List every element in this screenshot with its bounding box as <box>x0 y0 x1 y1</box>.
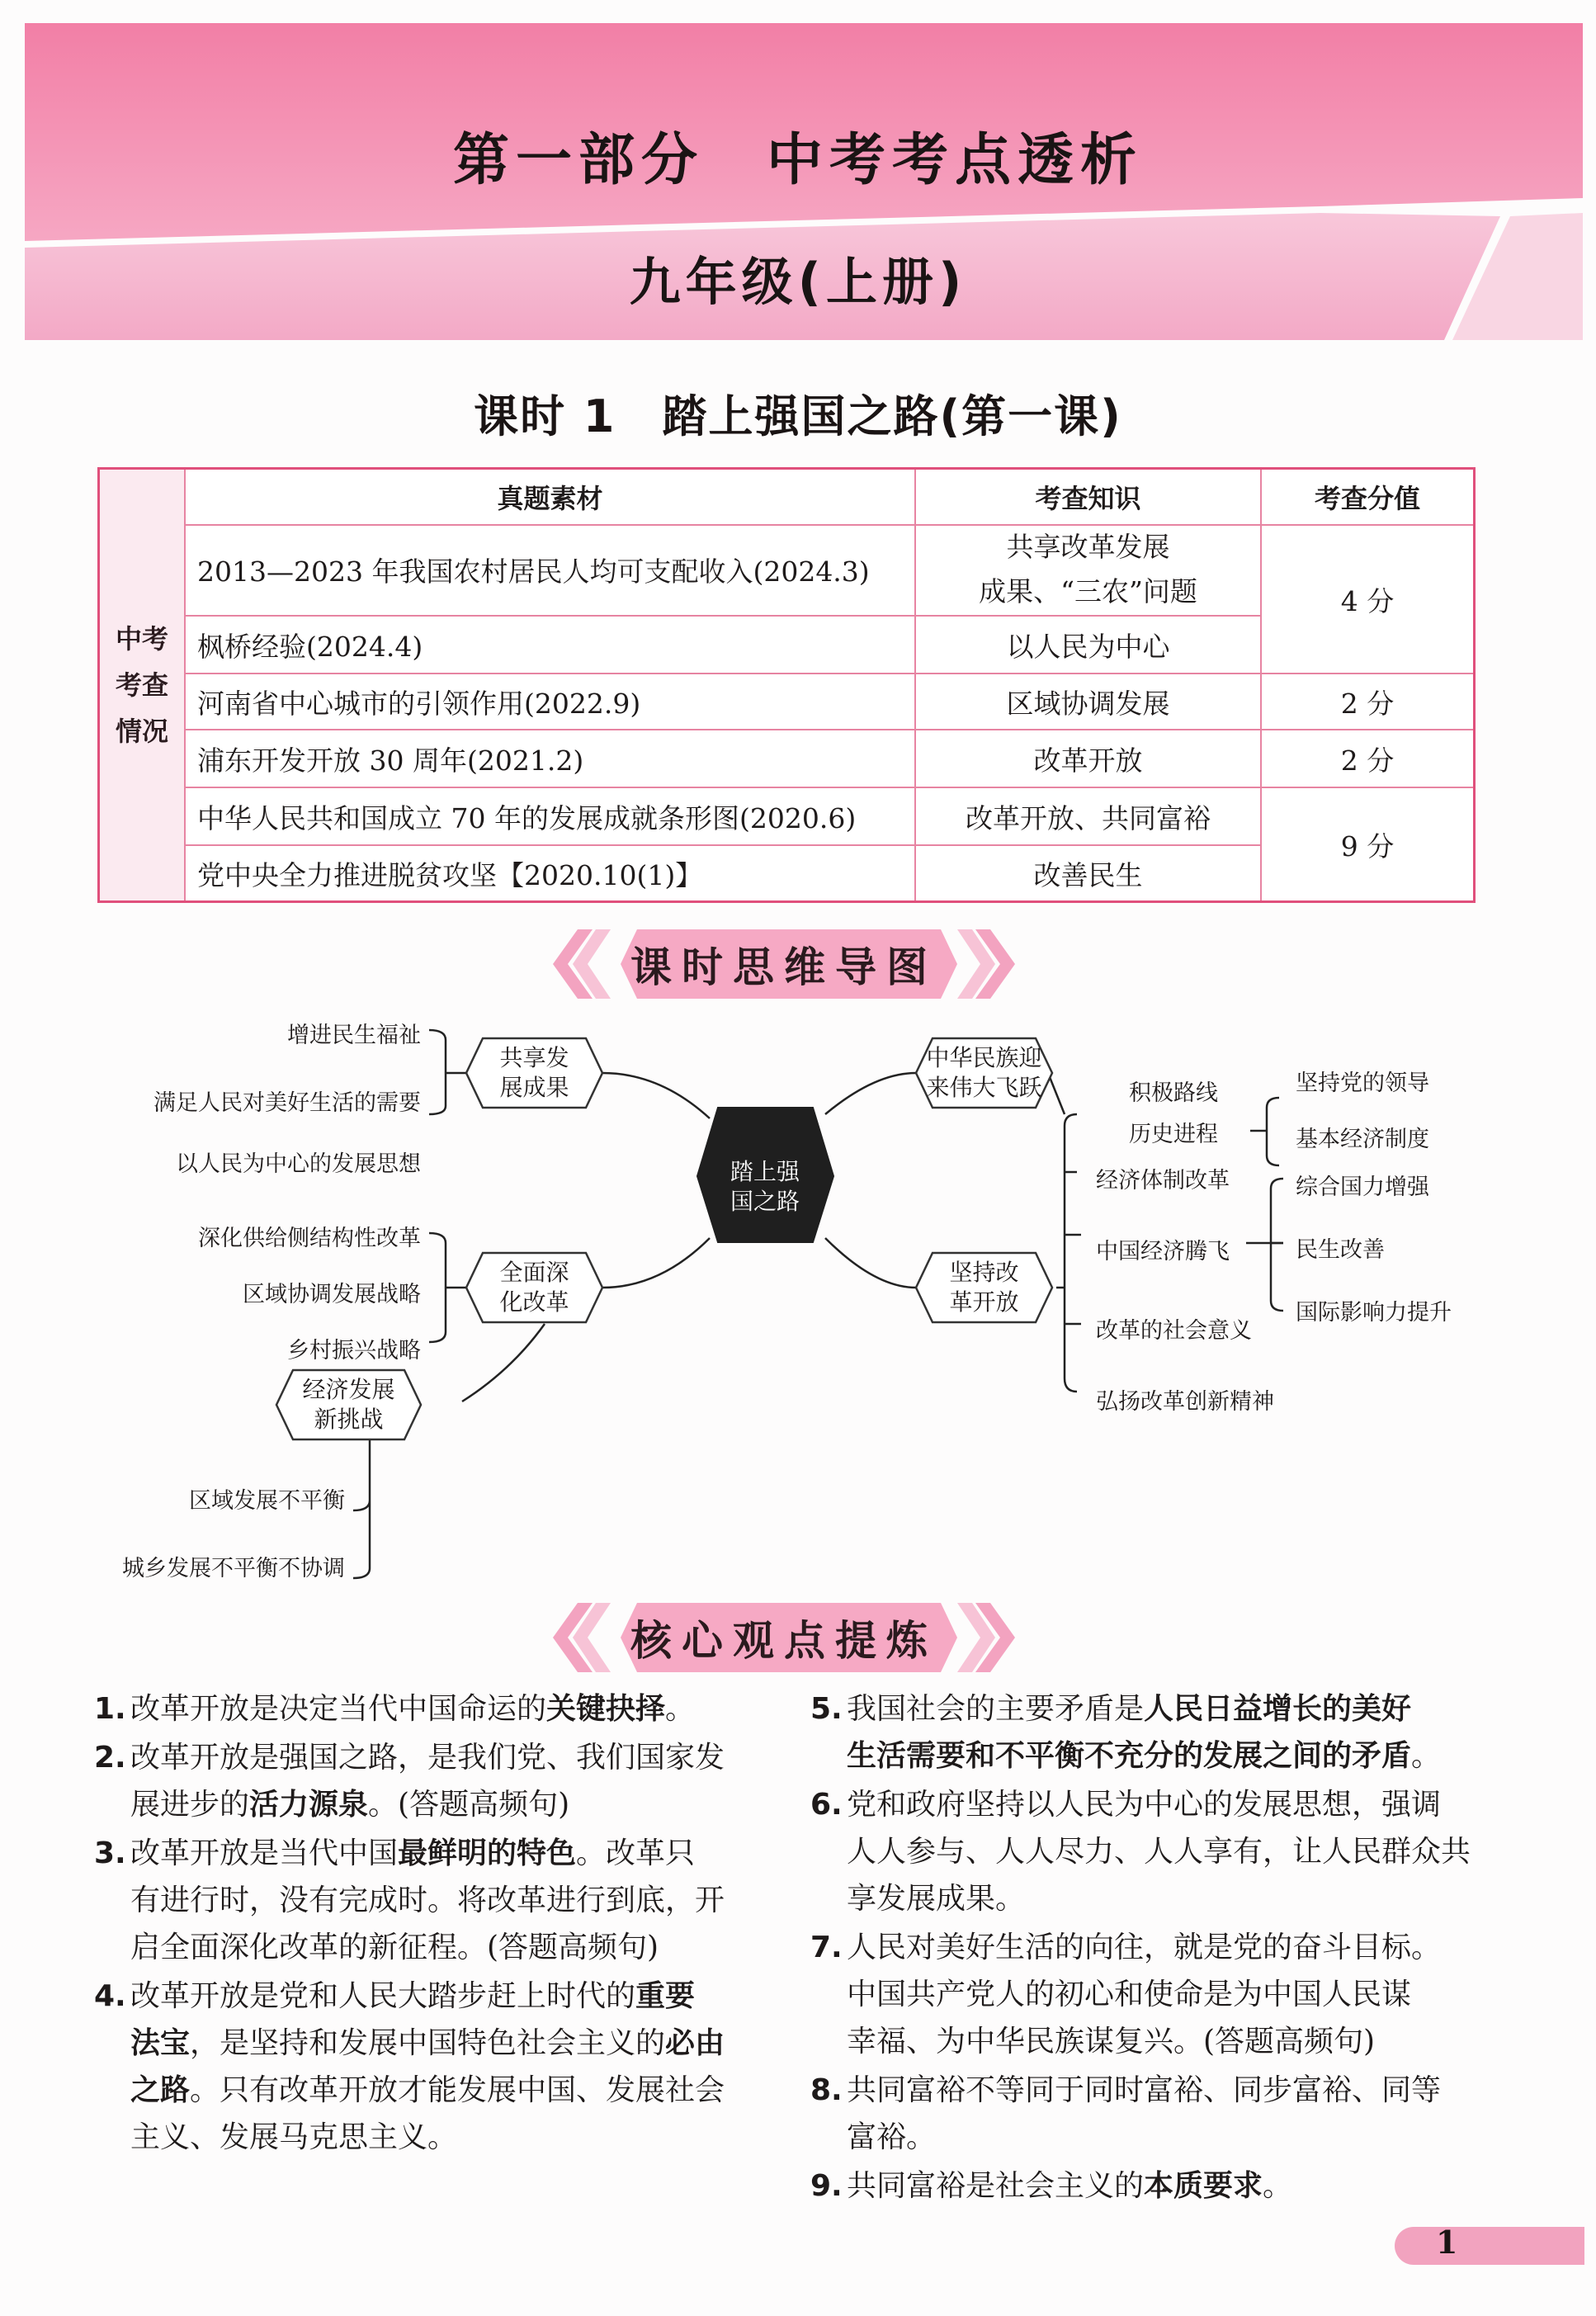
core-point-number: 5. <box>810 1692 843 1726</box>
core-point-text: 人民日益增长的美好 <box>1144 1692 1412 1726</box>
core-point-text: 有进行时，没有完成时。将改革进行到底，开 <box>130 1884 725 1917</box>
col-header-knowledge: 考查知识 <box>1035 483 1141 514</box>
core-point-text: 之路 <box>130 2073 191 2107</box>
mindmap-item: 历史进程 <box>1129 1122 1218 1147</box>
core-point-text: 享发展成果。 <box>847 1882 1026 1916</box>
core-point-text: 活力源泉 <box>249 1788 369 1822</box>
core-point-number: 2. <box>94 1741 126 1775</box>
mindmap-item: 积极路线 <box>1129 1080 1218 1106</box>
core-point-text: 。只有改革开放才能发展中国、发展社会 <box>190 2073 725 2107</box>
core-point-number: 9. <box>810 2169 843 2203</box>
core-point-text: 主义、发展马克思主义。 <box>130 2120 458 2154</box>
mindmap-center: 踏上强 国之路 <box>730 1158 800 1215</box>
core-point-text: 法宝 <box>130 2026 191 2060</box>
mindmap-item: 民生改善 <box>1296 1237 1385 1263</box>
mindmap-item: 国际影响力提升 <box>1296 1300 1452 1326</box>
core-point-number: 7. <box>810 1931 843 1964</box>
core-point-text: ，是坚持和发展中国特色社会主义的 <box>190 2026 666 2060</box>
col-header-score: 考查分值 <box>1314 483 1420 514</box>
core-point-text: 最鲜明的特色 <box>398 1836 577 1870</box>
core-point <box>810 1685 1487 1780</box>
mindmap-item: 区域协调发展战略 <box>243 1282 421 1307</box>
core-point-text: 改革开放是强国之路，是我们党、我们国家发 <box>130 1741 725 1775</box>
lesson-title: 课时 1 踏上强国之路(第一课) <box>474 390 1122 442</box>
core-point-text: 。 <box>1263 2169 1293 2203</box>
core-title: 核心观点提炼 <box>630 1617 937 1665</box>
table-side-label: 中考 考查 情况 <box>100 470 184 900</box>
table-row-knowledge: 共享改革发展 成果、“三农”问题 <box>979 531 1197 607</box>
core-point-text: 党和政府坚持以人民为中心的发展思想，强调 <box>847 1788 1442 1822</box>
table-row-material: 浦东开发开放 30 周年(2021.2) <box>197 744 584 777</box>
mindmap-item: 中国经济腾飞 <box>1096 1239 1230 1264</box>
mindmap-item: 满足人民对美好生活的需要 <box>153 1090 421 1116</box>
core-point-number: 3. <box>94 1836 126 1870</box>
core-point-number: 6. <box>810 1788 843 1822</box>
table-row-material: 党中央全力推进脱贫攻坚【2020.10(1)】 <box>197 858 703 891</box>
mindmap-item: 区域发展不平衡 <box>189 1488 345 1514</box>
core-point-text: 启全面深化改革的新征程。(答题高频句) <box>130 1931 659 1964</box>
table-row-knowledge: 以人民为中心 <box>1006 630 1170 663</box>
core-point-text: 改革开放是当代中国 <box>130 1836 399 1870</box>
core-point <box>94 1830 771 1971</box>
mindmap-item: 改革的社会意义 <box>1096 1318 1252 1344</box>
core-point <box>94 1734 771 1828</box>
score-cell: 2 分 <box>1340 744 1395 777</box>
mindmap-item: 深化供给侧结构性改革 <box>198 1226 421 1251</box>
core-point <box>94 1973 771 2161</box>
mindmap-item: 弘扬改革创新精神 <box>1096 1389 1274 1415</box>
core-point <box>810 2162 1487 2210</box>
mindmap-title: 课时思维导图 <box>630 943 937 991</box>
core-point-text: 共同富裕不等同于同时富裕、同步富裕、同等 <box>847 2073 1442 2107</box>
core-point-text: 。(答题高频句) <box>368 1788 570 1822</box>
core-point-text: 必由 <box>665 2026 725 2060</box>
part-title: 第一部分 中考考点透析 <box>452 128 1143 193</box>
core-point-number: 4. <box>94 1979 126 2013</box>
table-row-material: 中华人民共和国成立 70 年的发展成就条形图(2020.6) <box>197 801 857 834</box>
table-row-knowledge: 改革开放 <box>1033 744 1143 777</box>
core-point-text: 我国社会的主要矛盾是 <box>847 1692 1145 1726</box>
core-point <box>810 1781 1487 1922</box>
col-header-material: 真题素材 <box>497 483 603 514</box>
core-point-text: 展进步的 <box>130 1788 250 1822</box>
score-cell: 9 分 <box>1340 830 1395 863</box>
core-point-text: 。 <box>665 1692 696 1726</box>
table-row-knowledge: 改善民生 <box>1033 858 1143 891</box>
mindmap-node-leap: 中华民族迎 来伟大飞跃 <box>926 1044 1042 1101</box>
page-number: 1 <box>1436 2224 1458 2261</box>
table-row-material: 枫桥经验(2024.4) <box>197 630 423 663</box>
core-point-number: 1. <box>94 1692 126 1726</box>
core-point-text: 幸福、为中华民族谋复兴。(答题高频句) <box>847 2025 1376 2058</box>
table-row-material: 2013—2023 年我国农村居民人均可支配收入(2024.3) <box>197 555 870 588</box>
mindmap-item: 经济体制改革 <box>1096 1168 1230 1193</box>
table-row-knowledge: 区域协调发展 <box>1006 687 1170 720</box>
core-point-text: 本质要求 <box>1144 2169 1263 2203</box>
mindmap-item: 坚持党的领导 <box>1296 1071 1429 1096</box>
core-point-text: 关键抉择 <box>546 1692 666 1726</box>
mindmap-node-share: 共享发 展成果 <box>499 1044 569 1101</box>
core-point <box>810 1924 1487 2065</box>
core-point-text: 改革开放是决定当代中国命运的 <box>130 1692 547 1726</box>
core-point <box>810 2067 1487 2161</box>
mindmap-node-insist: 坚持改 革开放 <box>949 1259 1019 1316</box>
core-point-text: 重要 <box>635 1979 696 2013</box>
core-point-number: 8. <box>810 2073 843 2107</box>
core-point-text: 共同富裕是社会主义的 <box>847 2169 1145 2203</box>
core-banner <box>545 1598 1023 1677</box>
mindmap-item: 增进民生福祉 <box>287 1023 421 1048</box>
core-point-text: 人人参与、人人尽力、人人享有，让人民群众共 <box>847 1835 1471 1869</box>
mindmap-node-challenge: 经济发展 新挑战 <box>302 1376 395 1433</box>
mindmap-node-deepen: 全面深 化改革 <box>499 1259 569 1316</box>
core-point <box>94 1685 771 1732</box>
mindmap-item: 城乡发展不平衡不协调 <box>122 1556 345 1581</box>
score-cell: 2 分 <box>1340 687 1395 720</box>
mindmap-item: 乡村振兴战略 <box>287 1338 421 1364</box>
mindmap-item: 综合国力增强 <box>1296 1175 1429 1200</box>
exam-table <box>97 467 1476 903</box>
mindmap-item: 基本经济制度 <box>1296 1127 1429 1152</box>
core-point-text: 。改革只 <box>576 1836 696 1870</box>
grade-title: 九年级(上册) <box>629 252 967 312</box>
table-row-knowledge: 改革开放、共同富裕 <box>966 801 1211 834</box>
core-point-text: 生活需要和不平衡不充分的发展之间的矛盾 <box>847 1739 1412 1773</box>
score-cell: 4 分 <box>1340 584 1395 617</box>
core-point-text: 人民对美好生活的向往，就是党的奋斗目标。 <box>847 1931 1442 1964</box>
core-point-text: 改革开放是党和人民大踏步赶上时代的 <box>130 1979 636 2013</box>
page-number-tab <box>1395 2227 1584 2265</box>
table-row-material: 河南省中心城市的引领作用(2022.9) <box>197 687 641 720</box>
core-point-text: 。 <box>1411 1739 1442 1773</box>
mindmap-item: 以人民为中心的发展思想 <box>176 1151 421 1177</box>
core-point-text: 富裕。 <box>847 2120 937 2154</box>
core-point-text: 中国共产党人的初心和使命是为中国人民谋 <box>847 1978 1412 2011</box>
